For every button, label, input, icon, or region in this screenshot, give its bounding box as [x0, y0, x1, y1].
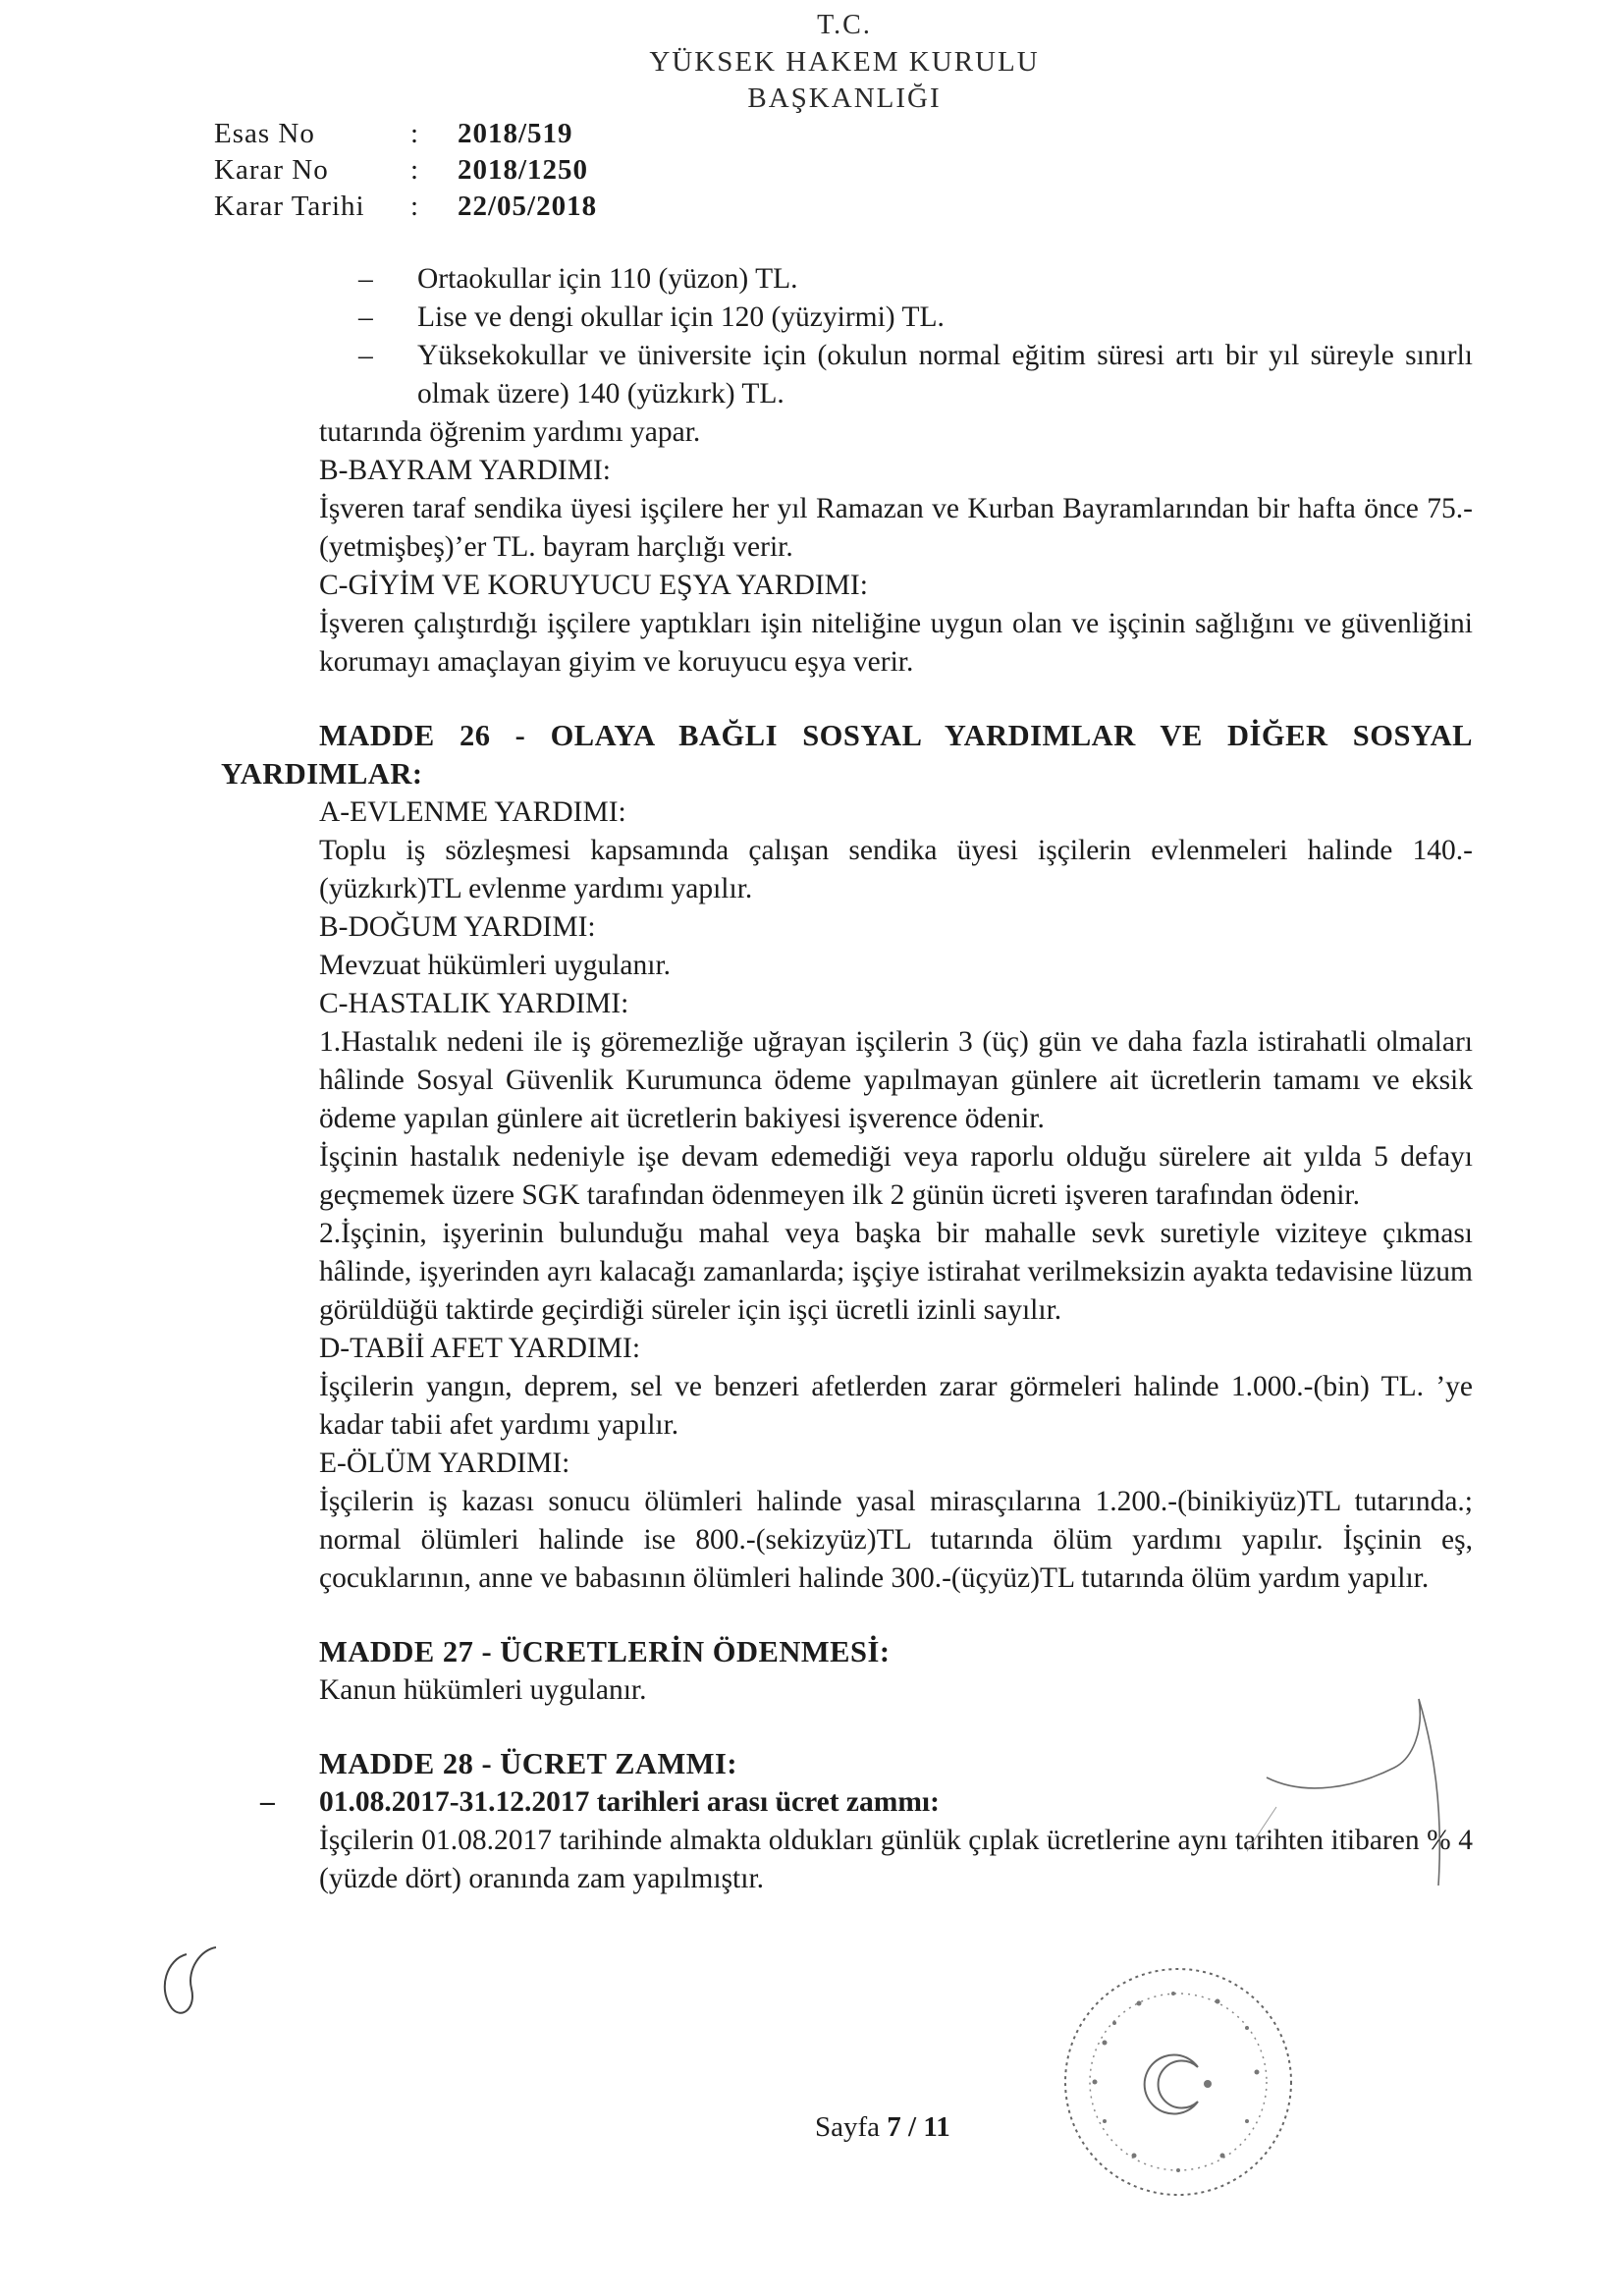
giyim-title: C-GİYİM VE KORUYUCU EŞYA YARDIMI:	[319, 570, 868, 601]
meta-value: 2018/519	[458, 118, 573, 149]
meta-sep: :	[410, 191, 419, 222]
dogum-title: B-DOĞUM YARDIMI:	[319, 911, 596, 943]
hastalik-title: C-HASTALIK YARDIMI:	[319, 988, 629, 1019]
madde28-title: MADDE 28 - ÜCRET ZAMMI:	[319, 1747, 738, 1780]
header-institution: YÜKSEK HAKEM KURULU	[649, 46, 1040, 78]
hastalik-para-1b: İşçinin hastalık nedeniyle işe devam edemediği veya raporlu olduğu sürelere ait yılda 5 defayı geçmemek üzere SGK tarafından ödenmeyen ilk 2 günün ücreti işveren tarafından ödenir.	[319, 1141, 1473, 1211]
list-item: – Ortaokullar için 110 (yüzon) TL.	[358, 263, 798, 295]
olum-text: İşçilerin iş kazası sonucu ölümleri halinde yasal mirasçılarına 1.200.-(binikiyüz)TL tutarında.; normal ölümleri halinde ise 800.-(sekizyüz)TL tutarında ölüm yardımı yapılır. İşçinin eş, çocuklarının, anne ve babasının ölümleri halinde 300.-(üçyüz)TL tutarında ölüm yardım yapılır.	[319, 1486, 1473, 1594]
tuition-closing: tutarında öğrenim yardımı yapar.	[319, 416, 701, 448]
madde28-item-title: 01.08.2017-31.12.2017 tarihleri arası ücret zammı:	[319, 1786, 940, 1818]
dogum-text: Mevzuat hükümleri uygulanır.	[319, 950, 672, 981]
official-seal-stamp	[1046, 1954, 1311, 2210]
header-presidency: BAŞKANLIĞI	[747, 82, 942, 114]
meta-value: 22/05/2018	[458, 191, 598, 222]
handwritten-signature	[1247, 1660, 1473, 1915]
evlenme-text: Toplu iş sözleşmesi kapsamında çalışan sendika üyesi işçilerin evlenmeleri halinde 140.-(yüzkırk)TL evlenme yardımı yapılır.	[319, 835, 1473, 904]
meta-row-tarih	[214, 189, 597, 225]
meta-sep: :	[410, 118, 419, 149]
case-meta	[214, 116, 597, 225]
meta-value: 2018/1250	[458, 154, 589, 186]
evlenme-title: A-EVLENME YARDIMI:	[319, 796, 626, 828]
madde28-item-text: İşçilerin 01.08.2017 tarihinde almakta oldukları günlük çıplak ücretlerine aynı tarihten itibaren % 4 (yüzde dört) oranında zam yapılmıştır.	[319, 1825, 1473, 1894]
madde27-title: MADDE 27 - ÜCRETLERİN ÖDENMESİ:	[319, 1635, 891, 1668]
meta-row-esas	[214, 116, 597, 152]
page-prefix: Sayfa	[815, 2111, 881, 2143]
meta-sep: :	[410, 154, 419, 186]
meta-label: Karar No	[214, 154, 329, 186]
handwritten-initial	[147, 1940, 226, 2028]
olum-title: E-ÖLÜM YARDIMI:	[319, 1448, 570, 1479]
list-item: – Yüksekokullar ve üniversite için (okulun normal eğitim süresi artı bir yıl süreyle sınırlı olmak üzere) 140 (yüzkırk) TL.	[358, 340, 1473, 410]
list-item: – Lise ve dengi okullar için 120 (yüzyirmi) TL.	[358, 301, 945, 333]
afet-title: D-TABİİ AFET YARDIMI:	[319, 1333, 641, 1364]
page-footer	[815, 2111, 950, 2144]
tuition-list	[319, 260, 1473, 413]
bayram-text: İşveren taraf sendika üyesi işçilere her yıl Ramazan ve Kurban Bayramlarından bir hafta önce 75.-(yetmişbeş)’er TL. bayram harçlığı verir.	[319, 493, 1473, 563]
madde26-title: MADDE 26 - OLAYA BAĞLI SOSYAL YARDIMLAR VE DİĞER SOSYAL YARDIMLAR:	[221, 719, 1473, 791]
hastalik-para-1: 1.Hastalık nedeni ile iş göremezliğe uğrayan işçilerin 3 (üç) gün ve daha fazla istirahatli olmaları hâlinde Sosyal Güvenlik Kurumunca ödeme yapılmayan günlere ait ücretlerin tamamı ve eksik ödeme yapılan günlere ait ücretlerin bakiyesi işverence ödenir.	[319, 1026, 1473, 1134]
meta-label: Esas No	[214, 118, 315, 149]
madde27-text: Kanun hükümleri uygulanır.	[319, 1674, 647, 1706]
giyim-text: İşveren çalıştırdığı işçilere yaptıkları işin niteliğine uygun olan ve işçinin sağlığını ve güvenliğini korumayı amaçlayan giyim ve koruyucu eşya verir.	[319, 608, 1473, 678]
hastalik-para-2: 2.İşçinin, işyerinin bulunduğu mahal veya başka bir mahalle sevk suretiyle viziteye çıkması hâlinde, işyerinden ayrı kalacağı zamanlarda; işçiye istirahat verilmeksizin ayakta tedavisine lüzum görüldüğü taktirde geçirdiği süreler için işçi ücretli izinli sayılır.	[319, 1218, 1473, 1326]
header-tc: T.C.	[817, 10, 872, 40]
meta-label: Karar Tarihi	[214, 191, 365, 222]
meta-row-karar	[214, 152, 597, 189]
page-number: 7 / 11	[887, 2111, 950, 2143]
bayram-title: B-BAYRAM YARDIMI:	[319, 455, 611, 486]
afet-text: İşçilerin yangın, deprem, sel ve benzeri afetlerden zarar görmeleri halinde 1.000.-(bin) TL. ’ye kadar tabii afet yardımı yapılır.	[319, 1371, 1473, 1441]
madde28-item: – 01.08.2017-31.12.2017 tarihleri arası ücret zammı:	[319, 1783, 1473, 1822]
document-body	[221, 260, 1473, 1898]
